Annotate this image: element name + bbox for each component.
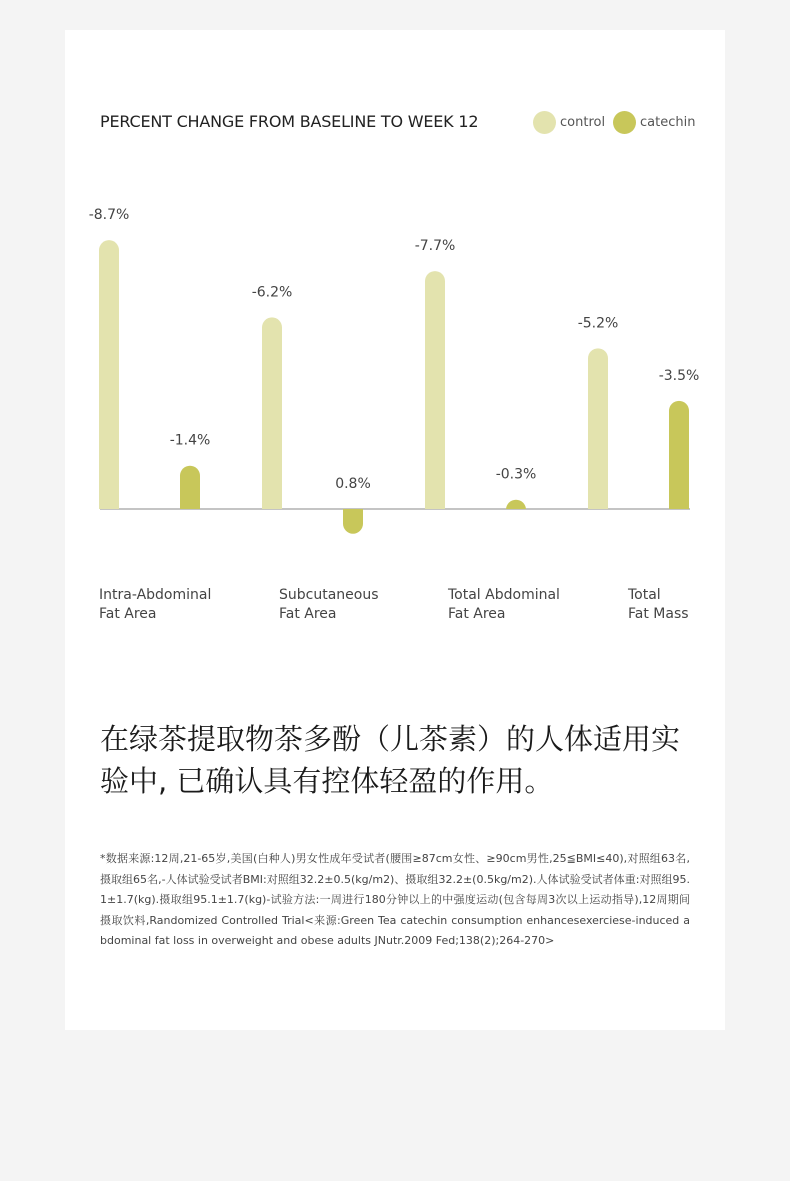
- bar-catechin-3: [669, 401, 689, 509]
- data-label-control-0: -8.7%: [88, 207, 130, 224]
- data-label-catechin-1: 0.8%: [335, 476, 371, 492]
- bar-chart: [65, 30, 725, 590]
- legend-label-control: control: [560, 114, 606, 130]
- bar-catechin-2: [506, 500, 526, 510]
- content-card: [65, 30, 725, 1030]
- bar-control-0: [99, 240, 119, 509]
- data-label-control-3: -5.2%: [577, 315, 619, 332]
- headline-line-2: 验中, 已确认具有控体轻盈的作用。: [100, 764, 554, 798]
- category-label-subcutaneous: Subcutaneous Fat Area: [279, 587, 379, 622]
- bar-control-2: [425, 271, 445, 509]
- data-label-catechin-3: -3.5%: [658, 367, 700, 384]
- data-label-catechin-2: -0.3%: [495, 466, 537, 483]
- bar-catechin-1: [343, 509, 363, 534]
- category-label-total-abdominal: Total Abdominal Fat Area: [448, 587, 560, 622]
- bar-control-3: [588, 348, 608, 509]
- bar-catechin-0: [180, 466, 200, 509]
- legend-label-catechin: catechin: [640, 114, 696, 130]
- category-label-intra-abdominal: Intra-Abdominal Fat Area: [99, 587, 212, 622]
- headline-line-1: 在绿茶提取物茶多酚（儿茶素）的人体适用实: [100, 722, 681, 756]
- category-label-total-fat-mass: Total Fat Mass: [628, 587, 689, 622]
- headline: [100, 718, 700, 802]
- footnote: *数据来源:12周,21-65岁,美国(白种人)男女性成年受试者(腰围≥87cm女性、≥90cm男性,25≦BMI≤40),对照组63名,摄取组65名,-人体试验受试者BMI:对照组32.2±0.5(kg/m2)、摄取组32.2±(0.5kg/m2).人体试验受试者体重:对照组95.1±1.7(kg).摄取组95.1±1.7(kg)-试验方法:一周进行180分钟以上的中强度运动(包含每周3次以上运动指导),12周期间摄取饮料,Randomized Controlled Trial<来源:Green Tea catechin consumption enhancesexerciese-induced abdominal fat loss in overweight and obese adults JNutr.2009 Fed;138(2);264-270>: [100, 852, 690, 947]
- chart-title: PERCENT CHANGE FROM BASELINE TO WEEK 12: [100, 112, 479, 131]
- data-label-catechin-0: -1.4%: [169, 432, 211, 449]
- data-label-control-2: -7.7%: [414, 238, 456, 255]
- bar-control-1: [262, 317, 282, 509]
- data-label-control-1: -6.2%: [251, 284, 293, 301]
